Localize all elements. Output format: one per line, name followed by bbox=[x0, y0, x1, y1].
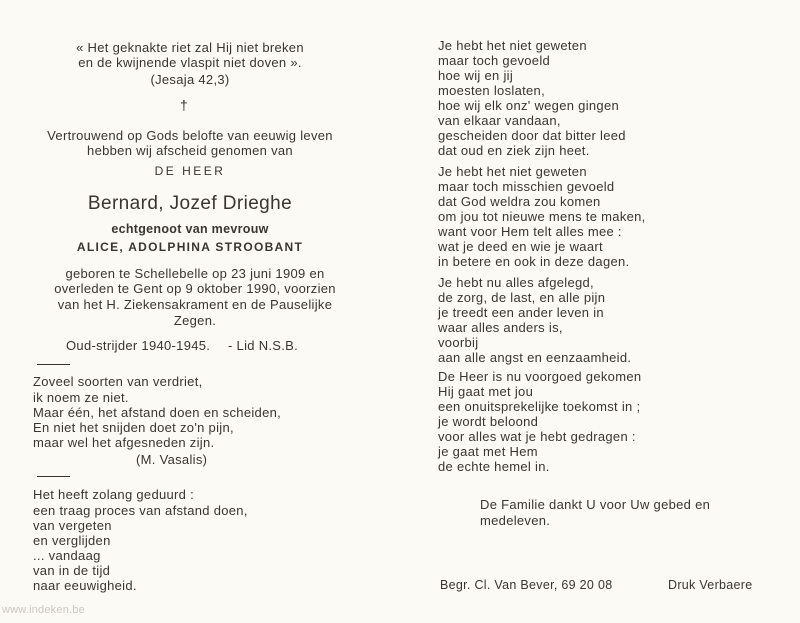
poem2-line: een traag proces van afstand doen, bbox=[33, 503, 248, 518]
intro-line-2: hebben wij afscheid genomen van bbox=[87, 143, 293, 158]
stanza3-line: aan alle angst en eenzaamheid. bbox=[438, 350, 632, 365]
stanza4-line: de echte hemel in. bbox=[438, 459, 550, 474]
stanza2-line: maar toch misschien gevoeld bbox=[438, 179, 615, 194]
family-thanks-line-2: medeleven. bbox=[480, 513, 551, 528]
bio-line-2: overleden te Gent op 9 oktober 1990, voorzien bbox=[54, 281, 336, 296]
honorific-title: DE HEER bbox=[154, 164, 226, 178]
poem2-line: van in de tijd bbox=[33, 563, 111, 578]
stanza1-line: hoe wij elk onz' wegen gingen bbox=[438, 98, 620, 113]
poem1-line: Zoveel soorten van verdriet, bbox=[33, 374, 203, 389]
stanza3-line: de zorg, de last, en alle pijn bbox=[438, 290, 606, 305]
spouse-intro: echtgenoot van mevrouw bbox=[111, 222, 269, 236]
stanza2-line: wat je deed en wie je waart bbox=[438, 239, 603, 254]
stanza4-line: Hij gaat met jou bbox=[438, 384, 534, 399]
poem1-line: En niet het snijden doet zo'n pijn, bbox=[33, 420, 234, 435]
stanza2-line: dat God weldra zou komen bbox=[438, 194, 601, 209]
family-thanks-line-1: De Familie dankt U voor Uw gebed en bbox=[480, 497, 711, 512]
poem1-author: (M. Vasalis) bbox=[136, 452, 208, 467]
stanza2-line: want voor Hem telt alles mee : bbox=[438, 224, 622, 239]
poem1-line: Maar één, het afstand doen en scheiden, bbox=[33, 405, 282, 420]
stanza4-line: een onuitsprekelijke toekomst in ; bbox=[438, 399, 641, 414]
spouse-name: ALICE, ADOLPHINA STROOBANT bbox=[76, 240, 304, 254]
bible-quote-line-1: « Het geknakte riet zal Hij niet breken bbox=[76, 40, 304, 55]
stanza3-line: Je hebt nu alles afgelegd, bbox=[438, 275, 594, 290]
divider-rule bbox=[37, 476, 70, 477]
bio-line-1: geboren te Schellebelle op 23 juni 1909 en bbox=[65, 266, 325, 281]
stanza4-line: je gaat met Hem bbox=[438, 444, 538, 459]
stanza4-line: De Heer is nu voorgoed gekomen bbox=[438, 369, 642, 384]
stanza1-line: moesten loslaten, bbox=[438, 83, 545, 98]
funeral-director: Begr. Cl. Van Bever, 69 20 08 bbox=[440, 578, 613, 592]
stanza3-line: voorbij bbox=[438, 335, 479, 350]
stanza2-line: om jou tot nieuwe mens te maken, bbox=[438, 209, 646, 224]
poem2-line: naar eeuwigheid. bbox=[33, 578, 137, 593]
intro-line-1: Vertrouwend op Gods belofte van eeuwig leven bbox=[47, 128, 333, 143]
stanza3-line: waar alles anders is, bbox=[438, 320, 563, 335]
bible-quote-reference: (Jesaja 42,3) bbox=[150, 72, 230, 87]
printer-credit: Druk Verbaere bbox=[668, 578, 753, 592]
stanza1-line: dat oud en ziek zijn heet. bbox=[438, 143, 590, 158]
stanza1-line: van elkaar vandaan, bbox=[438, 113, 561, 128]
poem2-line: ... vandaag bbox=[33, 548, 101, 563]
veteran-status: Oud-strijder 1940-1945. bbox=[66, 338, 211, 353]
stanza2-line: Je hebt het niet geweten bbox=[438, 164, 587, 179]
bio-line-3: van het H. Ziekensakrament en de Pauselijke bbox=[57, 297, 333, 312]
poem2-line: Het heeft zolang geduurd : bbox=[33, 487, 195, 502]
stanza4-line: voor alles wat je hebt gedragen : bbox=[438, 429, 636, 444]
divider-rule bbox=[37, 364, 70, 365]
stanza1-line: Je hebt het niet geweten bbox=[438, 38, 587, 53]
stanza1-line: gescheiden door dat bitter leed bbox=[438, 128, 626, 143]
site-watermark: www.indeken.be bbox=[2, 604, 85, 616]
deceased-name: Bernard, Jozef Drieghe bbox=[87, 193, 293, 214]
poem2-line: en verglijden bbox=[33, 533, 111, 548]
stanza1-line: hoe wij en jij bbox=[438, 68, 514, 83]
poem1-line: ik noem ze niet. bbox=[33, 390, 129, 405]
bible-quote-line-2: en de kwijnende vlaspit niet doven ». bbox=[78, 55, 302, 70]
membership: - Lid N.S.B. bbox=[228, 338, 299, 353]
poem2-line: van vergeten bbox=[33, 518, 112, 533]
cross-icon: † bbox=[180, 97, 188, 113]
bio-line-4: Zegen. bbox=[173, 313, 217, 328]
poem1-line: maar wel het afgesneden zijn. bbox=[33, 435, 215, 450]
stanza2-line: in betere en ook in deze dagen. bbox=[438, 254, 630, 269]
stanza4-line: je wordt beloond bbox=[438, 414, 539, 429]
stanza1-line: maar toch gevoeld bbox=[438, 53, 551, 68]
stanza3-line: je treedt een ander leven in bbox=[438, 305, 604, 320]
